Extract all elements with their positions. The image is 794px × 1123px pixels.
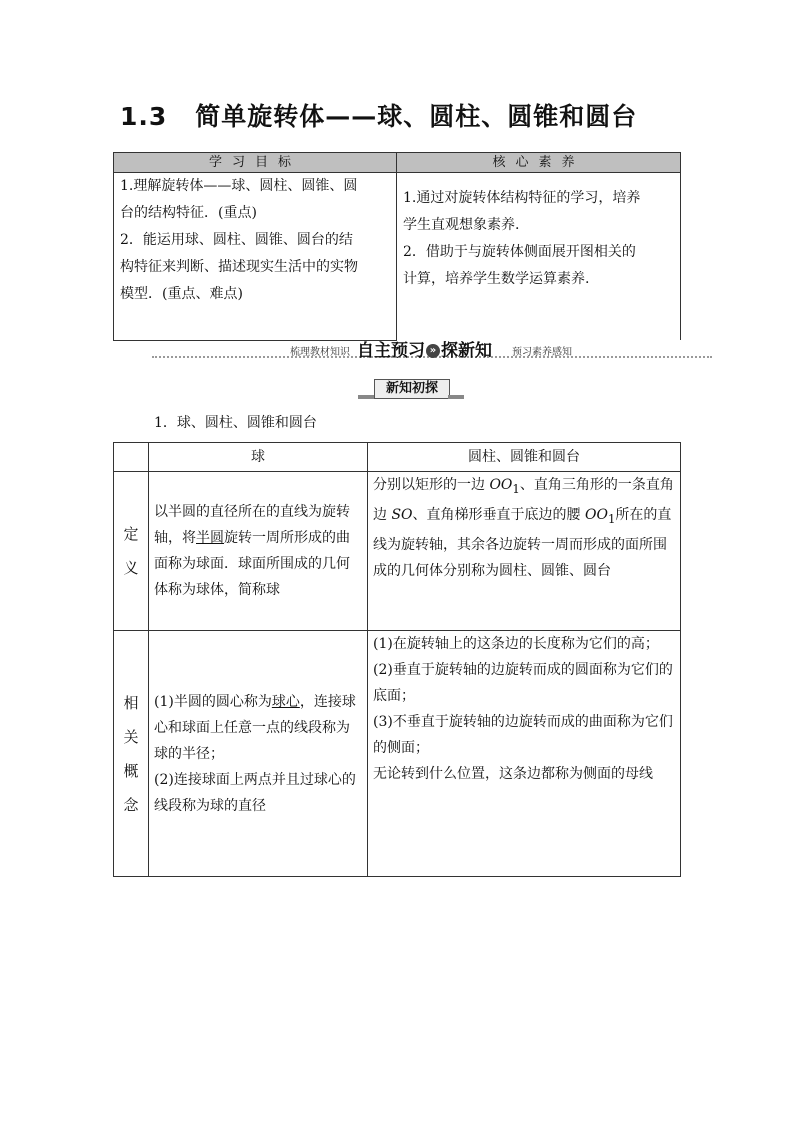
tag-right-bar	[448, 395, 464, 399]
other-definition-cell	[368, 472, 681, 631]
label-char: 概	[123, 761, 139, 780]
other-concept-3: (3)不垂直于旋转轴的边旋转而成的曲面称为它们的侧面；	[373, 714, 673, 756]
section-number: 1.3	[120, 102, 168, 131]
math-symbol: OO	[489, 477, 513, 493]
goal-line: 构特征来判断、描述现实生活中的实物	[120, 259, 358, 275]
double-arrow-icon: »	[426, 344, 440, 358]
banner-main-a: 自主预习	[357, 341, 425, 361]
ball-concept-1	[154, 689, 362, 767]
goal-line: 2．能运用球、圆柱、圆锥、圆台的结	[120, 232, 353, 248]
banner-main-text	[357, 336, 492, 361]
literacy-line: 1.通过对旋转体结构特征的学习，培养	[403, 190, 641, 206]
literacy-line: 计算，培养学生数学运算素养.	[403, 271, 590, 287]
title-text: 简单旋转体——球、圆柱、圆锥和圆台	[195, 102, 638, 131]
goals-table	[113, 152, 681, 341]
math-subscript: 1	[512, 481, 520, 496]
page-title	[120, 97, 720, 137]
underlined-term: 半圆	[196, 530, 224, 546]
text-segment: 以半圆的直径所在的直线为旋转轴，将	[154, 504, 350, 546]
banner-main-b: 探新知	[441, 341, 492, 361]
tag-left-bar	[358, 395, 374, 399]
text-segment: (1)半圆的圆心称为	[154, 693, 272, 710]
ball-definition-cell	[149, 472, 368, 631]
math-symbol: OO	[584, 506, 608, 523]
text-segment: 、直角梯形垂直于底边的腰	[412, 506, 585, 523]
text-segment: 所在的直线为旋转轴，其余各边旋转一周而形成的面所围成的几何体分别称为圆柱、圆锥、圆台	[373, 506, 672, 579]
underlined-term: 球心	[271, 693, 300, 710]
header-cylinder-cone-frustum: 圆柱、圆锥和圆台	[368, 443, 681, 472]
label-char: 关	[123, 727, 139, 746]
label-char: 相	[123, 693, 139, 712]
banner-left-text: 梳理教材知识	[290, 347, 350, 358]
tag-label: 新知初探	[374, 379, 450, 399]
section-heading: 1．球、圆柱、圆锥和圆台	[154, 415, 317, 431]
other-concepts-cell	[368, 631, 681, 877]
row-label-related-concepts	[114, 631, 149, 877]
other-concept-2: (2)垂直于旋转轴的边旋转而成的圆面称为它们的底面；	[373, 662, 673, 704]
math-symbol: SO	[391, 506, 413, 523]
core-literacy-cell	[397, 173, 681, 341]
goals-header-left: 学习目标	[114, 153, 397, 173]
header-ball: 球	[149, 443, 368, 472]
solids-table	[113, 442, 681, 877]
label-char: 义	[123, 559, 139, 577]
preview-banner	[152, 338, 712, 360]
ball-concepts-cell	[149, 631, 368, 877]
text-segment: ，连接球心和球面上任意一点的线段称为球的半径；	[154, 693, 356, 762]
row-label-definition	[114, 472, 149, 631]
banner-right-text: 预习素养感知	[512, 347, 572, 358]
text-segment: 旋转一周所形成的曲面称为球面．球面所围成的几何体称为球体，简称球	[154, 530, 350, 598]
goal-line: 台的结构特征．(重点)	[120, 205, 257, 221]
label-char: 念	[123, 795, 139, 814]
ball-concept-2: (2)连接球面上两点并且过球心的线段称为球的直径	[154, 771, 356, 814]
learning-goals-cell	[114, 173, 397, 341]
other-concept-1: (1)在旋转轴上的这条边的长度称为它们的高；	[373, 636, 659, 652]
literacy-line: 学生直观想象素养.	[403, 217, 520, 233]
text-segment: 分别以矩形的一边	[373, 477, 490, 493]
section-tag	[358, 379, 464, 401]
goal-line: 模型．(重点、难点)	[120, 286, 243, 302]
text-segment: 、直角三角形的一条直角边	[373, 477, 674, 523]
goals-header-right: 核心素养	[397, 153, 681, 173]
header-empty-cell	[114, 443, 149, 472]
label-char: 定	[123, 525, 139, 543]
math-subscript: 1	[607, 511, 616, 526]
literacy-line: 2．借助于与旋转体侧面展开图相关的	[403, 244, 636, 260]
other-concept-4: 无论转到什么位置，这条边都称为侧面的母线	[373, 766, 653, 782]
goal-line: 1.理解旋转体——球、圆柱、圆锥、圆	[120, 178, 358, 194]
